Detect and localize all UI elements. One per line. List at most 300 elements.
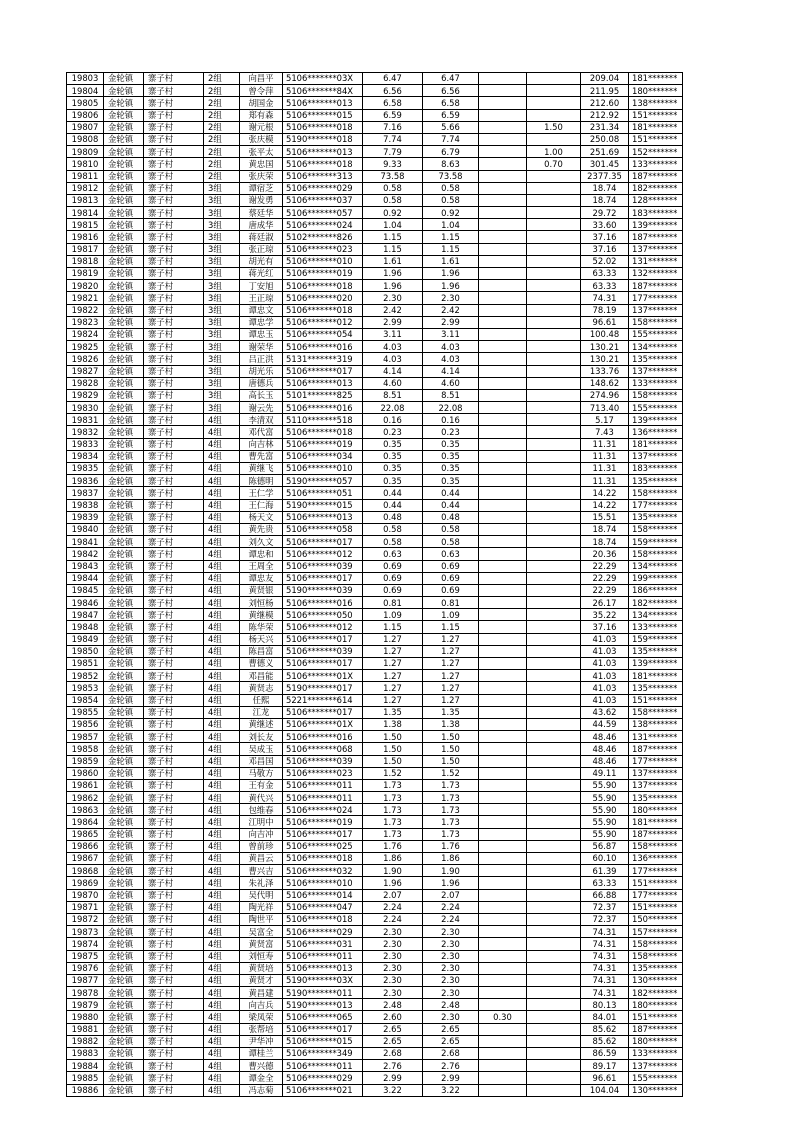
area-part-a-cell: 22.08	[423, 402, 479, 414]
village-cell: 寨子村	[144, 913, 204, 925]
village-cell: 寨子村	[144, 389, 204, 401]
village-cell: 寨子村	[144, 694, 204, 706]
record-number: 19861	[67, 779, 104, 791]
area-part-b-cell	[479, 1072, 527, 1084]
area-part-b-cell	[479, 926, 527, 938]
id-number-cell: 5106*******014	[283, 889, 363, 901]
name-cell: 曾令萍	[240, 85, 283, 97]
village-cell: 寨子村	[144, 645, 204, 657]
record-number: 19807	[67, 121, 104, 133]
name-cell: 黄继述	[240, 718, 283, 730]
amount-cell: 89.17	[581, 1060, 629, 1072]
area-part-c-cell	[527, 731, 581, 743]
area-part-a-cell: 1.86	[423, 853, 479, 865]
records-table	[66, 72, 683, 1097]
area-cell: 2.42	[363, 304, 423, 316]
phone-cell: 138*******	[629, 97, 683, 109]
record-number: 19848	[67, 621, 104, 633]
phone-cell: 133*******	[629, 621, 683, 633]
table-row	[67, 304, 683, 316]
town-cell: 金轮镇	[104, 1048, 144, 1060]
village-cell: 寨子村	[144, 1072, 204, 1084]
area-part-a-cell: 2.65	[423, 1023, 479, 1035]
record-number: 19835	[67, 463, 104, 475]
area-part-b-cell	[479, 633, 527, 645]
record-number: 19836	[67, 475, 104, 487]
amount-cell: 74.31	[581, 926, 629, 938]
id-number-cell: 5106*******057	[283, 207, 363, 219]
name-cell: 谢云先	[240, 402, 283, 414]
phone-cell: 181*******	[629, 670, 683, 682]
record-number: 19879	[67, 999, 104, 1011]
area-part-c-cell	[527, 877, 581, 889]
area-part-b-cell	[479, 389, 527, 401]
name-cell: 黄继飞	[240, 463, 283, 475]
phone-cell: 182*******	[629, 987, 683, 999]
id-number-cell: 5106*******034	[283, 450, 363, 462]
area-cell: 6.56	[363, 85, 423, 97]
phone-cell: 130*******	[629, 1084, 683, 1096]
group-cell: 4组	[204, 658, 240, 670]
village-cell: 寨子村	[144, 304, 204, 316]
area-part-b-cell	[479, 682, 527, 694]
group-cell: 4组	[204, 779, 240, 791]
record-number: 19866	[67, 840, 104, 852]
area-cell: 6.47	[363, 73, 423, 85]
record-number: 19805	[67, 97, 104, 109]
record-number: 19860	[67, 767, 104, 779]
group-cell: 4组	[204, 463, 240, 475]
town-cell: 金轮镇	[104, 158, 144, 170]
amount-cell: 22.29	[581, 560, 629, 572]
amount-cell: 211.95	[581, 85, 629, 97]
area-cell: 1.73	[363, 804, 423, 816]
group-cell: 4组	[204, 548, 240, 560]
table-row	[67, 645, 683, 657]
group-cell: 4组	[204, 450, 240, 462]
record-number: 19870	[67, 889, 104, 901]
id-number-cell: 5106*******025	[283, 840, 363, 852]
table-row	[67, 511, 683, 523]
area-part-b-cell	[479, 1035, 527, 1047]
name-cell: 谭忠学	[240, 316, 283, 328]
town-cell: 金轮镇	[104, 109, 144, 121]
town-cell: 金轮镇	[104, 853, 144, 865]
area-part-a-cell: 1.27	[423, 670, 479, 682]
area-part-a-cell: 4.03	[423, 341, 479, 353]
village-cell: 寨子村	[144, 499, 204, 511]
name-cell: 陈华荣	[240, 621, 283, 633]
area-part-b-cell	[479, 487, 527, 499]
id-number-cell: 5106*******018	[283, 913, 363, 925]
area-part-c-cell	[527, 402, 581, 414]
area-cell: 2.68	[363, 1048, 423, 1060]
area-part-a-cell: 1.73	[423, 792, 479, 804]
area-part-c-cell	[527, 962, 581, 974]
village-cell: 寨子村	[144, 426, 204, 438]
town-cell: 金轮镇	[104, 523, 144, 535]
group-cell: 3组	[204, 328, 240, 340]
name-cell: 王仁海	[240, 499, 283, 511]
area-part-b-cell	[479, 255, 527, 267]
table-row	[67, 962, 683, 974]
area-part-a-cell: 2.30	[423, 926, 479, 938]
table-row	[67, 804, 683, 816]
phone-cell: 158*******	[629, 487, 683, 499]
phone-cell: 139*******	[629, 414, 683, 426]
group-cell: 4组	[204, 645, 240, 657]
group-cell: 3组	[204, 316, 240, 328]
phone-cell: 159*******	[629, 536, 683, 548]
village-cell: 寨子村	[144, 133, 204, 145]
village-cell: 寨子村	[144, 475, 204, 487]
town-cell: 金轮镇	[104, 292, 144, 304]
name-cell: 王仁学	[240, 487, 283, 499]
town-cell: 金轮镇	[104, 865, 144, 877]
phone-cell: 138*******	[629, 718, 683, 730]
town-cell: 金轮镇	[104, 182, 144, 194]
area-part-c-cell	[527, 987, 581, 999]
town-cell: 金轮镇	[104, 572, 144, 584]
record-number: 19886	[67, 1084, 104, 1096]
village-cell: 寨子村	[144, 316, 204, 328]
record-number: 19808	[67, 133, 104, 145]
record-number: 19811	[67, 170, 104, 182]
table-row	[67, 402, 683, 414]
table-row	[67, 1023, 683, 1035]
table-row	[67, 609, 683, 621]
record-number: 19876	[67, 962, 104, 974]
area-cell: 3.22	[363, 1084, 423, 1096]
area-part-a-cell: 6.56	[423, 85, 479, 97]
record-number: 19858	[67, 743, 104, 755]
area-cell: 0.48	[363, 511, 423, 523]
id-number-cell: 5106*******019	[283, 438, 363, 450]
phone-cell: 152*******	[629, 146, 683, 158]
area-part-a-cell: 0.35	[423, 463, 479, 475]
area-part-c-cell	[527, 889, 581, 901]
area-part-c-cell	[527, 584, 581, 596]
name-cell: 马敬方	[240, 767, 283, 779]
town-cell: 金轮镇	[104, 731, 144, 743]
area-part-c-cell	[527, 316, 581, 328]
record-number: 19840	[67, 523, 104, 535]
town-cell: 金轮镇	[104, 463, 144, 475]
area-part-c-cell	[527, 170, 581, 182]
amount-cell: 84.01	[581, 1011, 629, 1023]
area-part-a-cell: 0.58	[423, 182, 479, 194]
amount-cell: 130.21	[581, 353, 629, 365]
area-part-b-cell	[479, 865, 527, 877]
group-cell: 2组	[204, 158, 240, 170]
group-cell: 3组	[204, 365, 240, 377]
name-cell: 黄代兴	[240, 792, 283, 804]
id-number-cell: 5101*******825	[283, 389, 363, 401]
area-part-b-cell	[479, 146, 527, 158]
group-cell: 4组	[204, 816, 240, 828]
amount-cell: 78.19	[581, 304, 629, 316]
village-cell: 寨子村	[144, 158, 204, 170]
town-cell: 金轮镇	[104, 341, 144, 353]
id-number-cell: 5106*******013	[283, 962, 363, 974]
name-cell: 邓昌国	[240, 755, 283, 767]
area-part-a-cell: 2.30	[423, 974, 479, 986]
table-row	[67, 1048, 683, 1060]
area-part-a-cell: 1.73	[423, 779, 479, 791]
area-part-c-cell	[527, 1023, 581, 1035]
town-cell: 金轮镇	[104, 718, 144, 730]
area-cell: 6.59	[363, 109, 423, 121]
record-number: 19857	[67, 731, 104, 743]
group-cell: 4组	[204, 609, 240, 621]
town-cell: 金轮镇	[104, 353, 144, 365]
area-part-a-cell: 2.24	[423, 913, 479, 925]
village-cell: 寨子村	[144, 194, 204, 206]
table-row	[67, 389, 683, 401]
town-cell: 金轮镇	[104, 1072, 144, 1084]
group-cell: 4组	[204, 853, 240, 865]
village-cell: 寨子村	[144, 97, 204, 109]
amount-cell: 22.29	[581, 584, 629, 596]
area-part-c-cell: 0.70	[527, 158, 581, 170]
phone-cell: 181*******	[629, 73, 683, 85]
group-cell: 4组	[204, 889, 240, 901]
name-cell: 王有金	[240, 779, 283, 791]
village-cell: 寨子村	[144, 146, 204, 158]
town-cell: 金轮镇	[104, 767, 144, 779]
area-part-c-cell	[527, 913, 581, 925]
name-cell: 黄昌建	[240, 987, 283, 999]
amount-cell: 48.46	[581, 743, 629, 755]
area-part-b-cell	[479, 694, 527, 706]
record-number: 19806	[67, 109, 104, 121]
area-part-b-cell	[479, 901, 527, 913]
record-number: 19859	[67, 755, 104, 767]
area-part-c-cell: 1.50	[527, 121, 581, 133]
table-row	[67, 938, 683, 950]
name-cell: 黄继模	[240, 609, 283, 621]
area-cell: 0.58	[363, 182, 423, 194]
amount-cell: 14.22	[581, 487, 629, 499]
area-part-a-cell: 2.99	[423, 1072, 479, 1084]
name-cell: 王周全	[240, 560, 283, 572]
village-cell: 寨子村	[144, 840, 204, 852]
id-number-cell: 5106*******068	[283, 743, 363, 755]
phone-cell: 137*******	[629, 1060, 683, 1072]
phone-cell: 130*******	[629, 974, 683, 986]
village-cell: 寨子村	[144, 255, 204, 267]
amount-cell: 55.90	[581, 792, 629, 804]
area-part-a-cell: 1.04	[423, 219, 479, 231]
area-part-c-cell	[527, 353, 581, 365]
area-part-a-cell: 5.66	[423, 121, 479, 133]
area-cell: 4.03	[363, 353, 423, 365]
area-part-a-cell: 0.92	[423, 207, 479, 219]
phone-cell: 187*******	[629, 280, 683, 292]
record-number: 19851	[67, 658, 104, 670]
phone-cell: 151*******	[629, 109, 683, 121]
table-row	[67, 694, 683, 706]
record-number: 19852	[67, 670, 104, 682]
amount-cell: 74.31	[581, 292, 629, 304]
area-part-b-cell	[479, 243, 527, 255]
amount-cell: 37.16	[581, 231, 629, 243]
group-cell: 3组	[204, 353, 240, 365]
area-cell: 0.92	[363, 207, 423, 219]
phone-cell: 131*******	[629, 731, 683, 743]
area-part-c-cell	[527, 816, 581, 828]
village-cell: 寨子村	[144, 560, 204, 572]
area-cell: 2.99	[363, 316, 423, 328]
name-cell: 曾前珍	[240, 840, 283, 852]
group-cell: 2组	[204, 170, 240, 182]
village-cell: 寨子村	[144, 280, 204, 292]
area-part-b-cell	[479, 718, 527, 730]
name-cell: 江龙	[240, 706, 283, 718]
area-cell: 1.96	[363, 268, 423, 280]
amount-cell: 2377.35	[581, 170, 629, 182]
amount-cell: 209.04	[581, 73, 629, 85]
area-part-b-cell	[479, 182, 527, 194]
phone-cell: 183*******	[629, 463, 683, 475]
group-cell: 4组	[204, 743, 240, 755]
village-cell: 寨子村	[144, 511, 204, 523]
group-cell: 3组	[204, 194, 240, 206]
phone-cell: 187*******	[629, 231, 683, 243]
phone-cell: 139*******	[629, 658, 683, 670]
table-row	[67, 463, 683, 475]
id-number-cell: 5190*******039	[283, 584, 363, 596]
record-number: 19826	[67, 353, 104, 365]
record-number: 19883	[67, 1048, 104, 1060]
area-part-c-cell	[527, 133, 581, 145]
group-cell: 4组	[204, 1011, 240, 1023]
record-number: 19817	[67, 243, 104, 255]
amount-cell: 22.29	[581, 572, 629, 584]
name-cell: 胡光乐	[240, 365, 283, 377]
village-cell: 寨子村	[144, 402, 204, 414]
area-part-c-cell	[527, 85, 581, 97]
record-number: 19803	[67, 73, 104, 85]
area-part-b-cell	[479, 706, 527, 718]
phone-cell: 186*******	[629, 584, 683, 596]
name-cell: 李清双	[240, 414, 283, 426]
name-cell: 谢元根	[240, 121, 283, 133]
town-cell: 金轮镇	[104, 73, 144, 85]
phone-cell: 136*******	[629, 853, 683, 865]
area-part-b-cell	[479, 1060, 527, 1072]
village-cell: 寨子村	[144, 865, 204, 877]
name-cell: 蒋光红	[240, 268, 283, 280]
record-number: 19821	[67, 292, 104, 304]
area-part-c-cell: 1.00	[527, 146, 581, 158]
area-part-c-cell	[527, 523, 581, 535]
id-number-cell: 5106*******016	[283, 341, 363, 353]
record-number: 19885	[67, 1072, 104, 1084]
table-row	[67, 840, 683, 852]
village-cell: 寨子村	[144, 706, 204, 718]
area-part-c-cell	[527, 450, 581, 462]
village-cell: 寨子村	[144, 950, 204, 962]
name-cell: 陈德明	[240, 475, 283, 487]
area-part-b-cell	[479, 877, 527, 889]
group-cell: 4组	[204, 670, 240, 682]
town-cell: 金轮镇	[104, 316, 144, 328]
table-row	[67, 706, 683, 718]
group-cell: 4组	[204, 572, 240, 584]
amount-cell: 63.33	[581, 877, 629, 889]
town-cell: 金轮镇	[104, 1011, 144, 1023]
group-cell: 4组	[204, 414, 240, 426]
amount-cell: 29.72	[581, 207, 629, 219]
id-number-cell: 5106*******032	[283, 865, 363, 877]
id-number-cell: 5106*******011	[283, 950, 363, 962]
area-part-c-cell	[527, 389, 581, 401]
area-cell: 1.50	[363, 755, 423, 767]
town-cell: 金轮镇	[104, 402, 144, 414]
area-part-b-cell	[479, 755, 527, 767]
area-part-a-cell: 0.35	[423, 475, 479, 487]
area-part-b-cell	[479, 73, 527, 85]
town-cell: 金轮镇	[104, 268, 144, 280]
table-row	[67, 85, 683, 97]
area-part-c-cell	[527, 1060, 581, 1072]
village-cell: 寨子村	[144, 974, 204, 986]
area-part-c-cell	[527, 743, 581, 755]
village-cell: 寨子村	[144, 365, 204, 377]
record-number: 19849	[67, 633, 104, 645]
table-row	[67, 73, 683, 85]
name-cell: 陈昌富	[240, 645, 283, 657]
town-cell: 金轮镇	[104, 584, 144, 596]
area-part-b-cell	[479, 999, 527, 1011]
id-number-cell: 5106*******017	[283, 633, 363, 645]
area-part-b-cell	[479, 511, 527, 523]
area-cell: 1.15	[363, 231, 423, 243]
area-part-a-cell: 4.60	[423, 377, 479, 389]
table-row	[67, 1084, 683, 1096]
area-part-b-cell	[479, 97, 527, 109]
town-cell: 金轮镇	[104, 450, 144, 462]
name-cell: 刘长友	[240, 731, 283, 743]
area-part-c-cell	[527, 475, 581, 487]
village-cell: 寨子村	[144, 1048, 204, 1060]
town-cell: 金轮镇	[104, 926, 144, 938]
village-cell: 寨子村	[144, 584, 204, 596]
area-cell: 1.50	[363, 743, 423, 755]
area-cell: 1.27	[363, 645, 423, 657]
village-cell: 寨子村	[144, 341, 204, 353]
area-cell: 1.15	[363, 243, 423, 255]
table-row	[67, 207, 683, 219]
village-cell: 寨子村	[144, 999, 204, 1011]
name-cell: 任熙	[240, 694, 283, 706]
group-cell: 4组	[204, 950, 240, 962]
area-part-b-cell	[479, 109, 527, 121]
amount-cell: 72.37	[581, 913, 629, 925]
amount-cell: 55.90	[581, 828, 629, 840]
record-number: 19881	[67, 1023, 104, 1035]
area-part-b-cell	[479, 316, 527, 328]
phone-cell: 135*******	[629, 962, 683, 974]
area-part-c-cell	[527, 304, 581, 316]
name-cell: 谢荣华	[240, 341, 283, 353]
area-part-a-cell: 1.96	[423, 280, 479, 292]
record-number: 19865	[67, 828, 104, 840]
name-cell: 黄贤培	[240, 962, 283, 974]
area-part-b-cell	[479, 170, 527, 182]
area-part-a-cell: 1.27	[423, 645, 479, 657]
